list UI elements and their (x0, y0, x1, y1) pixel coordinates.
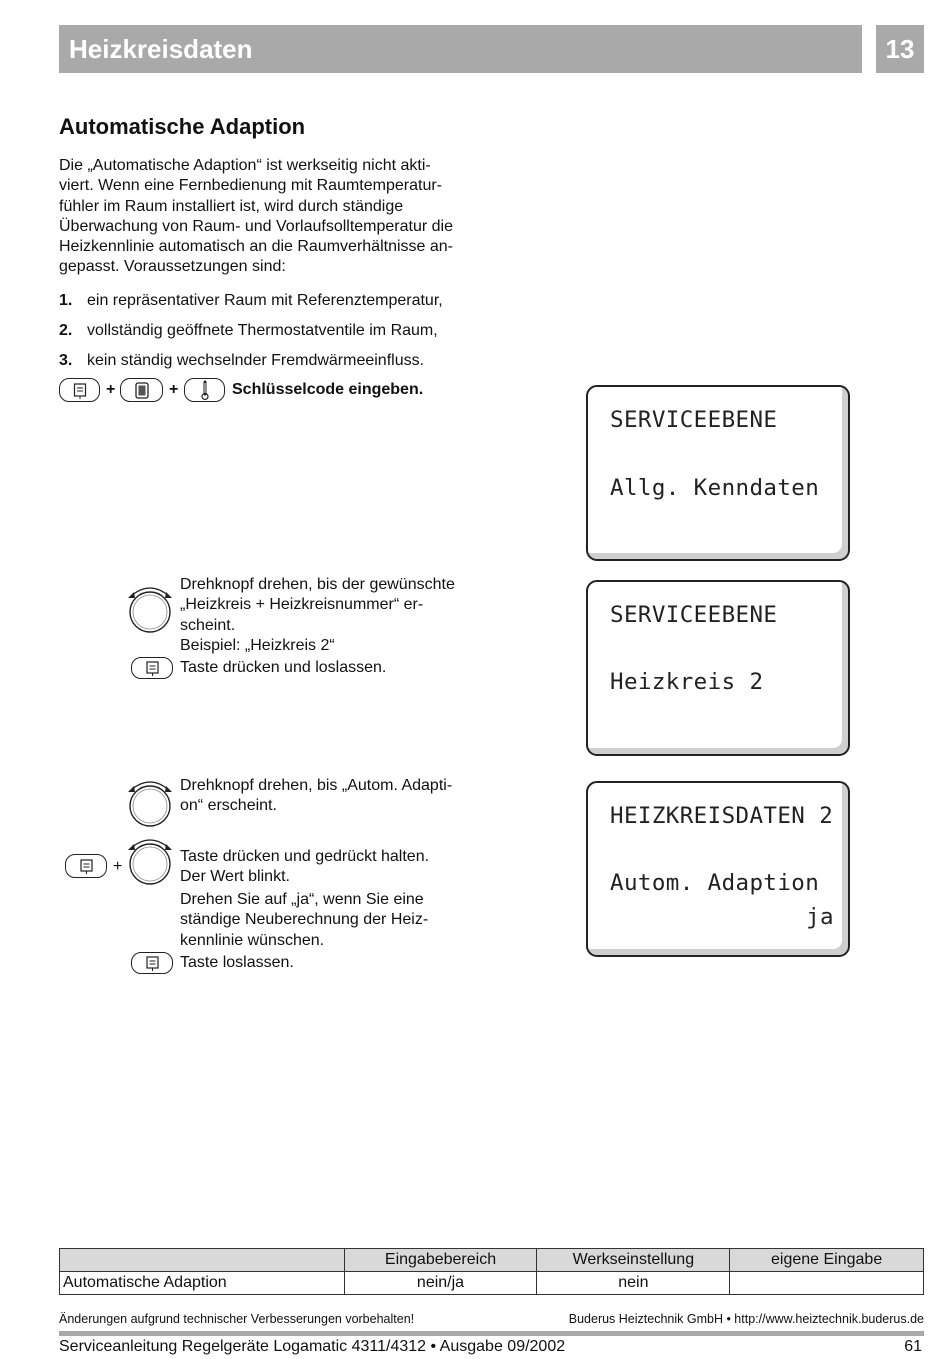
lcd-line-1: HEIZKREISDATEN 2 (610, 803, 834, 829)
plus-sign: + (106, 381, 116, 398)
table-cell: Automatische Adaption (60, 1272, 345, 1295)
lcd-line-2: Heizkreis 2 (610, 669, 764, 695)
intro-line: gepasst. Voraussetzungen sind: (59, 258, 286, 276)
requirement-number: 1. (59, 292, 73, 309)
menu-key-icon (131, 952, 173, 974)
table-cell: nein (537, 1272, 730, 1295)
instruction-line: „Heizkreis + Heizkreisnummer“ er- (180, 596, 424, 614)
settings-table (59, 1248, 924, 1295)
requirement-text: ein repräsentativer Raum mit Referenztemperatur, (87, 292, 443, 309)
instruction-line: Drehknopf drehen, bis der gewünschte (180, 576, 455, 593)
display-key-icon (120, 378, 163, 402)
lcd-display (586, 781, 850, 957)
table-cell (730, 1272, 924, 1295)
footer-notice: Änderungen aufgrund technischer Verbesserungen vorbehalten! (59, 1312, 415, 1326)
intro-line: Heizkennlinie automatisch an die Raumverhältnisse an- (59, 238, 453, 256)
lcd-line-1: SERVICEEBENE (610, 407, 778, 433)
table-header: eigene Eingabe (730, 1249, 924, 1272)
table-header: Werkseinstellung (537, 1249, 730, 1272)
requirement-number: 3. (59, 352, 73, 369)
rotary-knob-icon (125, 582, 175, 636)
plus-sign: + (113, 858, 123, 875)
menu-key-icon (65, 854, 107, 878)
table-header: Eingabebereich (344, 1249, 537, 1272)
requirement-text: kein ständig wechselnder Fremdwärmeeinfluss. (87, 352, 425, 369)
intro-line: viert. Wenn eine Fernbedienung mit Raumtemperatur- (59, 177, 442, 195)
instruction-line: kennlinie wünschen. (180, 931, 325, 949)
instruction-line: Taste drücken und gedrückt halten. (180, 848, 430, 865)
thermometer-key-icon (184, 378, 225, 402)
step2-instruction (180, 776, 480, 817)
requirement-item (59, 291, 443, 311)
intro-line: Überwachung von Raum- und Vorlaufsolltemperatur die (59, 217, 453, 235)
footer-manual-title: Serviceanleitung Regelgeräte Logamatic 4311/4312 • Ausgabe 09/2002 (59, 1338, 566, 1355)
intro-paragraph (59, 156, 474, 278)
footer-divider (59, 1331, 924, 1336)
table-header-row (60, 1249, 924, 1272)
instruction-line: Drehknopf drehen, bis „Autom. Adapti- (180, 777, 453, 794)
rotary-knob-icon (125, 776, 175, 830)
lcd-display (586, 385, 850, 561)
lcd-line-2: Autom. Adaption (610, 870, 820, 896)
instruction-line: on“ erscheint. (180, 797, 277, 815)
instruction-line: scheint. (180, 616, 236, 634)
table-row (60, 1272, 924, 1295)
intro-line: Die „Automatische Adaption“ ist werkseitig nicht akti- (59, 157, 431, 174)
lcd-line-2: Allg. Kenndaten (610, 475, 820, 501)
key-combination-label: Schlüsselcode eingeben. (232, 381, 424, 398)
page-header-title: Heizkreisdaten (59, 25, 862, 73)
plus-sign: + (169, 381, 179, 398)
menu-key-icon (131, 657, 173, 679)
requirement-text: vollständig geöffnete Thermostatventile im Raum, (87, 322, 438, 339)
instruction-line: ständige Neuberechnung der Heiz- (180, 911, 429, 929)
footer-company: Buderus Heiztechnik GmbH • http://www.heiztechnik.buderus.de (568, 1312, 924, 1326)
rotary-knob-icon (125, 834, 175, 888)
step1-press: Taste drücken und loslassen. (180, 659, 387, 676)
lcd-display (586, 580, 850, 756)
lcd-line-1: SERVICEEBENE (610, 602, 778, 628)
key-combination (59, 378, 479, 404)
step1-instruction (180, 575, 480, 656)
instruction-line: Der Wert blinkt. (180, 868, 290, 886)
step2-hold (180, 847, 480, 888)
requirement-number: 2. (59, 322, 73, 339)
intro-line: fühler im Raum installiert ist, wird durch ständige (59, 197, 404, 215)
requirement-item (59, 321, 438, 341)
instruction-line: Drehen Sie auf „ja“, wenn Sie eine (180, 891, 424, 908)
lcd-line-3: ja (806, 904, 834, 930)
menu-key-icon (59, 378, 100, 402)
step2-release: Taste loslassen. (180, 954, 294, 971)
step2-turn (180, 890, 480, 951)
chapter-number: 13 (876, 25, 924, 73)
table-header (60, 1249, 345, 1272)
section-title: Automatische Adaption (59, 114, 306, 139)
table-cell: nein/ja (344, 1272, 537, 1295)
requirement-item (59, 351, 424, 371)
page-number: 61 (904, 1338, 922, 1355)
instruction-line: Beispiel: „Heizkreis 2“ (180, 636, 335, 654)
